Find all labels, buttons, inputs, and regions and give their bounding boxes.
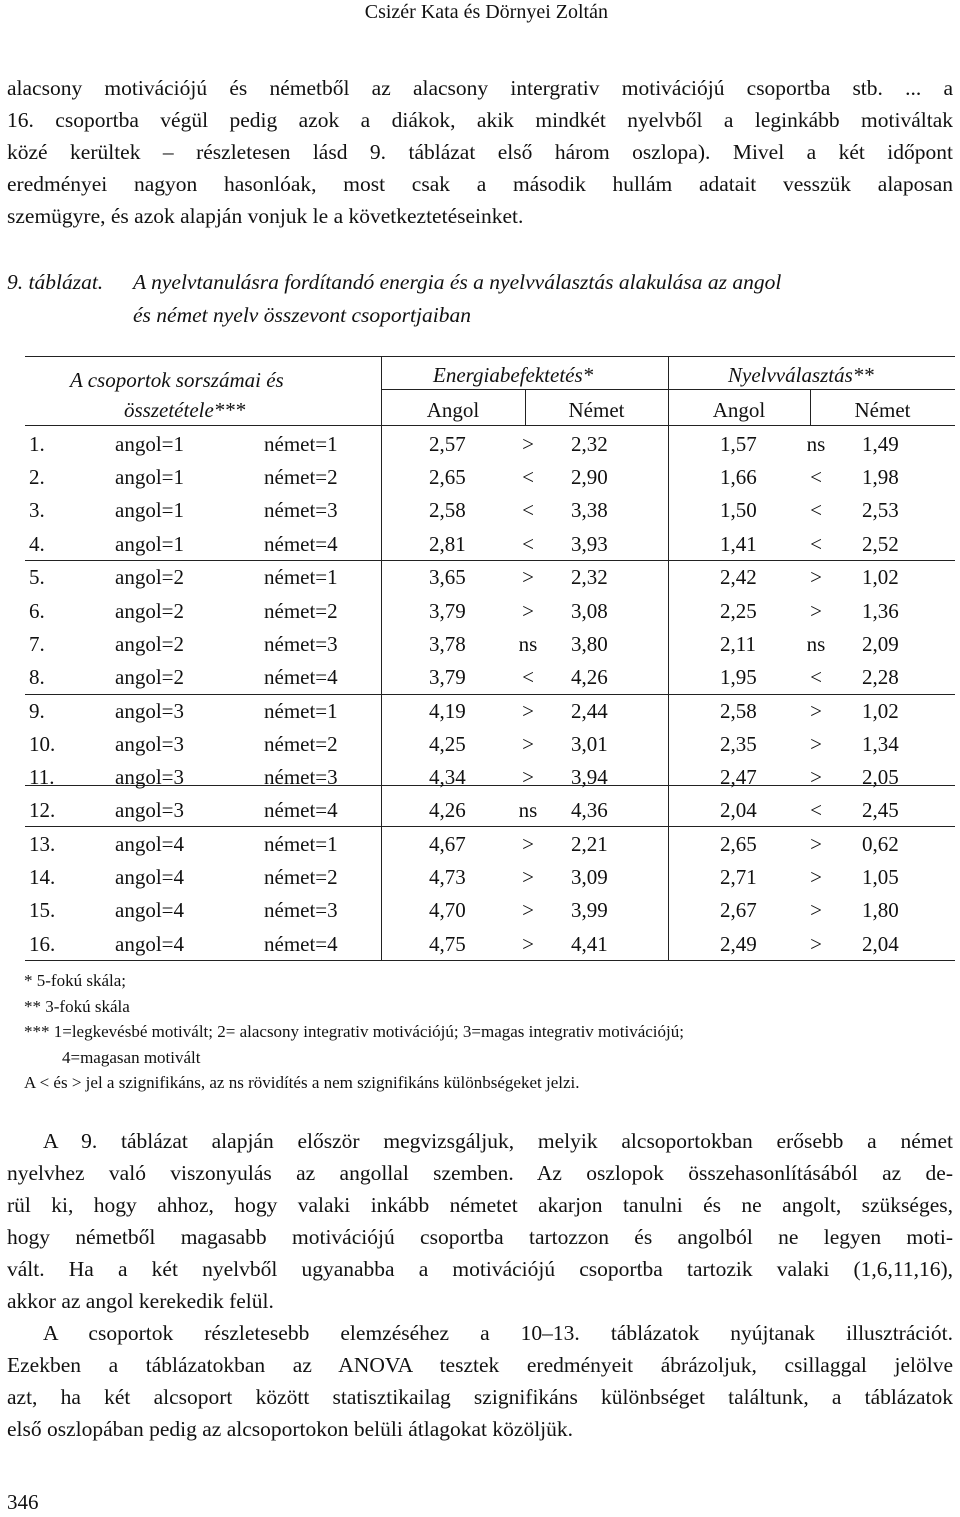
choice-comparison: > — [810, 598, 822, 623]
table-row — [25, 894, 955, 927]
table-row — [25, 595, 955, 628]
nemet-group: német=4 — [264, 931, 338, 956]
energy-comparison: > — [522, 565, 534, 590]
energy-nemet: 2,21 — [571, 831, 608, 856]
table-row — [25, 661, 955, 694]
energy-angol: 4,25 — [429, 731, 466, 756]
row-number: 11. — [29, 765, 55, 789]
text-line: vált. Ha a két nyelvből ugyanabba a motivációjú csoportba tartozik valaki (1,6,11,16), — [7, 1257, 953, 1281]
energy-nemet: 2,32 — [571, 565, 608, 590]
energy-nemet: 4,41 — [571, 931, 608, 956]
nemet-group: német=1 — [264, 432, 338, 456]
group-header: A csoportok sorszámai és — [70, 368, 284, 392]
choice-comparison: < — [810, 465, 822, 490]
energy-comparison: < — [522, 664, 534, 689]
energy-angol: 3,78 — [429, 631, 466, 656]
note-line: * 5-fokú skála; — [24, 971, 126, 990]
table-row — [25, 728, 955, 761]
choice-nemet: 2,04 — [862, 931, 899, 956]
choice-angol: 1,50 — [720, 498, 757, 523]
angol-group: angol=3 — [115, 765, 184, 789]
energy-angol: 4,26 — [429, 798, 466, 823]
angol-group: angol=4 — [115, 898, 184, 923]
energy-comparison: > — [522, 931, 534, 956]
choice-comparison: > — [810, 898, 822, 923]
note-line: A < és > jel a szignifikáns, az ns rövidítés a nem szignifikáns különbségeket jelzi. — [24, 1073, 580, 1092]
choice-angol: 1,95 — [720, 664, 757, 689]
row-number: 4. — [29, 531, 45, 556]
choice-angol: 2,35 — [720, 731, 757, 756]
choice-angol: 1,57 — [720, 432, 757, 456]
angol-group: angol=2 — [115, 598, 184, 623]
text-line: hogy németből magasabb motivációjú csoportba tartozzon és angolból ne legyen moti- — [7, 1225, 953, 1249]
body-paragraph — [7, 1317, 953, 1445]
energy-nemet: 2,32 — [571, 432, 608, 456]
page-number: 346 — [7, 1490, 39, 1514]
choice-comparison: > — [810, 931, 822, 956]
table-notes — [24, 968, 684, 1096]
text-line: A csoportok részletesebb elemzéséhez a 10–13. táblázatok nyújtanak illusztrációt. — [43, 1321, 953, 1345]
text-line: első oszlopában pedig az alcsoportokon belüli átlagokat közöljük. — [7, 1417, 574, 1441]
table-row — [25, 928, 955, 961]
choice-nemet: 2,45 — [862, 798, 899, 823]
table-row — [25, 428, 955, 461]
energy-angol: 4,67 — [429, 831, 466, 856]
energy-angol: 3,79 — [429, 598, 466, 623]
table-row — [25, 828, 955, 861]
choice-nemet: 2,05 — [862, 765, 899, 789]
angol-group: angol=1 — [115, 432, 184, 456]
energy-comparison: > — [522, 731, 534, 756]
note-line: 4=magasan motivált — [62, 1047, 201, 1067]
choice-angol: 1,41 — [720, 531, 757, 556]
choice-nemet: 1,05 — [862, 865, 899, 890]
row-number: 3. — [29, 498, 45, 523]
nemet-group: német=1 — [264, 831, 338, 856]
nemet-group: német=4 — [264, 798, 338, 823]
energy-angol: 4,70 — [429, 898, 466, 923]
energy-angol: 2,57 — [429, 432, 466, 456]
angol-group: angol=3 — [115, 798, 184, 823]
choice-nemet: 1,02 — [862, 698, 899, 723]
nemet-group: német=2 — [264, 598, 338, 623]
choice-nemet: 2,09 — [862, 631, 899, 656]
nemet-group: német=2 — [264, 731, 338, 756]
choice-comparison: ns — [806, 432, 826, 456]
row-number: 14. — [29, 865, 56, 890]
subheader-nemet: Német — [568, 398, 625, 422]
choice-angol: 2,65 — [720, 831, 757, 856]
table-row — [25, 695, 955, 728]
choice-header: Nyelvválasztás** — [728, 363, 874, 387]
energy-comparison: ns — [518, 631, 538, 656]
choice-nemet: 1,80 — [862, 898, 899, 923]
row-number: 16. — [29, 931, 56, 956]
energy-angol: 2,65 — [429, 465, 466, 490]
body-paragraph — [7, 1125, 953, 1317]
angol-group: angol=3 — [115, 698, 184, 723]
energy-nemet: 3,80 — [571, 631, 608, 656]
energy-angol: 2,81 — [429, 531, 466, 556]
text-line: 16. csoportba végül pedig azok a diákok, akik mindkét nyelvből a leginkább motiváltak — [7, 108, 953, 132]
row-number: 13. — [29, 831, 56, 856]
energy-nemet: 3,94 — [571, 765, 608, 789]
choice-comparison: > — [810, 865, 822, 890]
energy-comparison: < — [522, 498, 534, 523]
choice-angol: 2,67 — [720, 898, 757, 923]
intro-paragraph — [7, 72, 953, 232]
choice-nemet: 2,52 — [862, 531, 899, 556]
note-line: *** 1=legkevésbé motivált; 2= alacsony integrativ motivációjú; 3=magas integrativ motivációjú; — [24, 1022, 684, 1041]
nemet-group: német=3 — [264, 765, 338, 789]
choice-nemet: 1,34 — [862, 731, 899, 756]
nemet-group: német=4 — [264, 664, 338, 689]
text-line: A 9. táblázat alapján először megvizsgáljuk, melyik alcsoportokban erősebb a német — [43, 1129, 953, 1153]
energy-comparison: > — [522, 598, 534, 623]
choice-nemet: 2,53 — [862, 498, 899, 523]
choice-angol: 1,66 — [720, 465, 757, 490]
subheader-nemet: Német — [854, 398, 911, 422]
subheader-angol: Angol — [426, 398, 480, 422]
angol-group: angol=2 — [115, 565, 184, 590]
energy-nemet: 3,93 — [571, 531, 608, 556]
table-caption-line: és német nyelv összevont csoportjaiban — [133, 303, 471, 327]
row-number: 1. — [29, 432, 45, 456]
row-number: 12. — [29, 798, 56, 823]
table-row — [25, 794, 955, 827]
text-line: alacsony motivációjú és németből az alacsony intergrativ motivációjú csoportba stb. ... a — [7, 76, 953, 100]
choice-angol: 2,11 — [720, 631, 756, 656]
row-number: 6. — [29, 598, 45, 623]
row-number: 5. — [29, 565, 45, 590]
nemet-group: német=3 — [264, 631, 338, 656]
text-line: akkor az angol kerekedik felül. — [7, 1289, 274, 1313]
nemet-group: német=1 — [264, 565, 338, 590]
angol-group: angol=1 — [115, 531, 184, 556]
choice-comparison: < — [810, 798, 822, 823]
energy-nemet: 2,90 — [571, 465, 608, 490]
table-caption-number: 9. táblázat. — [7, 270, 104, 294]
angol-group: angol=1 — [115, 465, 184, 490]
choice-nemet: 1,49 — [862, 432, 899, 456]
choice-comparison: > — [810, 765, 822, 789]
choice-comparison: < — [810, 531, 822, 556]
angol-group: angol=3 — [115, 731, 184, 756]
row-number: 2. — [29, 465, 45, 490]
choice-nemet: 0,62 — [862, 831, 899, 856]
energy-nemet: 3,09 — [571, 865, 608, 890]
choice-nemet: 2,28 — [862, 664, 899, 689]
table-caption-text — [133, 266, 781, 332]
energy-nemet: 3,01 — [571, 731, 608, 756]
text-line: azt, ha két alcsoport között statisztikailag szignifikáns különbséget találtunk, a táblázatok — [7, 1385, 953, 1409]
text-line: nyelvhez való viszonyulás az angollal szemben. Az oszlopok összehasonlításából az de- — [7, 1161, 953, 1185]
energy-comparison: > — [522, 831, 534, 856]
choice-angol: 2,58 — [720, 698, 757, 723]
energy-angol: 4,19 — [429, 698, 466, 723]
choice-angol: 2,47 — [720, 765, 757, 789]
table-rule — [25, 356, 955, 357]
choice-comparison: < — [810, 664, 822, 689]
angol-group: angol=1 — [115, 498, 184, 523]
row-number: 15. — [29, 898, 56, 923]
nemet-group: német=2 — [264, 465, 338, 490]
table-row — [25, 628, 955, 661]
table-caption-line: A nyelvtanulásra fordítandó energia és a nyelvválasztás alakulása az angol — [133, 270, 782, 294]
angol-group: angol=4 — [115, 865, 184, 890]
choice-comparison: > — [810, 698, 822, 723]
text-line: Ezekben a táblázatokban az ANOVA tesztek eredményeit ábrázoljuk, csillaggal jelölve — [7, 1353, 953, 1377]
row-number: 7. — [29, 631, 45, 656]
choice-angol: 2,25 — [720, 598, 757, 623]
energy-nemet: 3,08 — [571, 598, 608, 623]
choice-angol: 2,04 — [720, 798, 757, 823]
nemet-group: német=3 — [264, 498, 338, 523]
nemet-group: német=1 — [264, 698, 338, 723]
table-row — [25, 861, 955, 894]
energy-angol: 4,75 — [429, 931, 466, 956]
energy-nemet: 3,38 — [571, 498, 608, 523]
text-line: rül ki, hogy ahhoz, hogy valaki inkább németet akarjon tanulni és ne angolt, szükséges, — [7, 1193, 953, 1217]
energy-comparison: > — [522, 698, 534, 723]
energy-comparison: ns — [518, 798, 538, 823]
energy-comparison: < — [522, 531, 534, 556]
nemet-group: német=3 — [264, 898, 338, 923]
energy-nemet: 3,99 — [571, 898, 608, 923]
choice-angol: 2,42 — [720, 565, 757, 590]
choice-comparison: > — [810, 565, 822, 590]
row-number: 9. — [29, 698, 45, 723]
choice-angol: 2,49 — [720, 931, 757, 956]
text-line: szemügyre, és azok alapján vonjuk le a következtetéseinket. — [7, 204, 524, 228]
text-line: közé kerültek – részletesen lásd 9. táblázat első három oszlopa). Mivel a két időpont — [7, 140, 953, 164]
choice-comparison: ns — [806, 631, 826, 656]
energy-angol: 4,34 — [429, 765, 466, 789]
table-row — [25, 761, 955, 794]
row-number: 8. — [29, 664, 45, 689]
energy-angol: 3,65 — [429, 565, 466, 590]
energy-comparison: > — [522, 898, 534, 923]
table-row — [25, 461, 955, 494]
text-line: eredményei nagyon hasonlóak, most csak a második hullám adatait vesszük alaposan — [7, 172, 953, 196]
angol-group: angol=4 — [115, 831, 184, 856]
energy-comparison: > — [522, 865, 534, 890]
choice-nemet: 1,98 — [862, 465, 899, 490]
table-row — [25, 528, 955, 561]
energy-angol: 2,58 — [429, 498, 466, 523]
nemet-group: német=4 — [264, 531, 338, 556]
subheader-angol: Angol — [712, 398, 766, 422]
angol-group: angol=4 — [115, 931, 184, 956]
table-row — [25, 494, 955, 527]
energy-angol: 4,73 — [429, 865, 466, 890]
energy-comparison: < — [522, 465, 534, 490]
note-line: ** 3-fokú skála — [24, 996, 130, 1016]
group-header: összetétele*** — [124, 398, 246, 422]
choice-comparison: < — [810, 498, 822, 523]
table-row — [25, 561, 955, 594]
angol-group: angol=2 — [115, 631, 184, 656]
energy-angol: 3,79 — [429, 664, 466, 689]
choice-nemet: 1,02 — [862, 565, 899, 590]
energy-nemet: 4,26 — [571, 664, 608, 689]
angol-group: angol=2 — [115, 664, 184, 689]
energy-nemet: 4,36 — [571, 798, 608, 823]
row-number: 10. — [29, 731, 56, 756]
choice-nemet: 1,36 — [862, 598, 899, 623]
choice-comparison: > — [810, 831, 822, 856]
energy-comparison: > — [522, 432, 534, 456]
choice-comparison: > — [810, 731, 822, 756]
running-head: Csizér Kata és Dörnyei Zoltán — [364, 1, 608, 23]
energy-comparison: > — [522, 765, 534, 789]
energy-nemet: 2,44 — [571, 698, 608, 723]
energy-header: Energiabefektetés* — [433, 363, 594, 387]
nemet-group: német=2 — [264, 865, 338, 890]
choice-angol: 2,71 — [720, 865, 757, 890]
